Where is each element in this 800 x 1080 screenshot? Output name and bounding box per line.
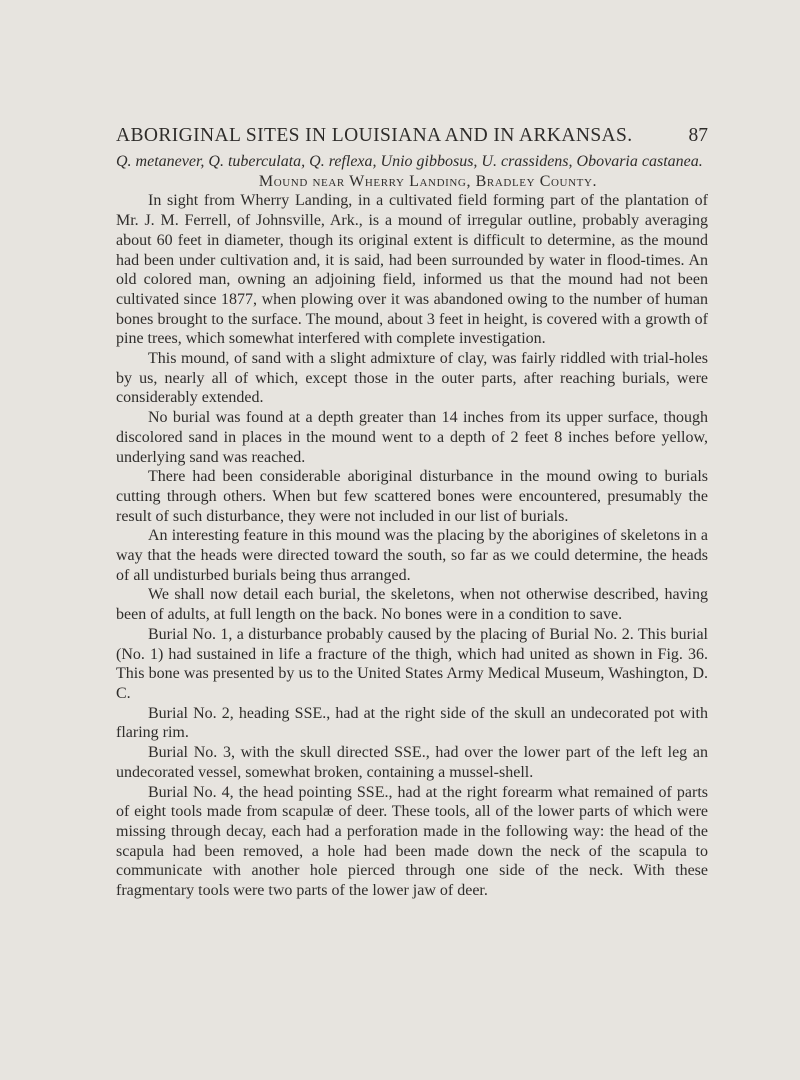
paragraph: We shall now detail each burial, the skeletons, when not otherwise described, having been of adults, at full length on the back. No bones were in a condition to save. bbox=[116, 586, 708, 624]
paragraph: This mound, of sand with a slight admixture of clay, was fairly riddled with trial-holes by us, nearly all of which, except those in the outer parts, after reaching burials, were considerably extended. bbox=[116, 350, 708, 407]
running-title: ABORIGINAL SITES IN LOUISIANA AND IN ARKANSAS. bbox=[116, 125, 633, 146]
body-text bbox=[116, 152, 708, 901]
species-list: Q. metanever, Q. tuberculata, Q. reflexa, Unio gibbosus, U. crassidens, Obovaria castanea. bbox=[116, 153, 703, 170]
page-number: 87 bbox=[688, 125, 708, 146]
paragraph: An interesting feature in this mound was the placing by the aborigines of skeletons in a way that the heads were directed toward the south, so far as we could determine, the heads of all undisturbed burials being thus arranged. bbox=[116, 527, 708, 584]
paragraph: Burial No. 4, the head pointing SSE., had at the right forearm what remained of parts of eight tools made from scapulæ of deer. These tools, all of the lower parts of which were missing through decay, each had a perforation made in the following way: the head of the scapula had been removed, a hole had been made down the neck of the scapula to communicate with another hole pierced through one side of the neck. With these fragmentary tools were two parts of the lower jaw of deer. bbox=[116, 783, 708, 900]
paragraph: No burial was found at a depth greater than 14 inches from its upper surface, though discolored sand in places in the mound went to a depth of 2 feet 8 inches before yellow, underlying sand was reached. bbox=[116, 409, 708, 466]
paragraph: There had been considerable aboriginal disturbance in the mound owing to burials cutting through others. When but few scattered bones were encountered, presumably the result of such disturbance, they were not included in our list of burials. bbox=[116, 468, 708, 525]
running-header bbox=[116, 125, 708, 147]
paragraph: Burial No. 3, with the skull directed SSE., had over the lower part of the left leg an undecorated vessel, somewhat broken, containing a mussel-shell. bbox=[116, 744, 708, 781]
paragraph: In sight from Wherry Landing, in a cultivated field forming part of the plantation of Mr. J. M. Ferrell, of Johnsville, Ark., is a mound of irregular outline, probably averaging about 60 feet in diameter, though its original extent is difficult to determine, as the mound had been under cultivation and, it is said, had been surrounded by water in flood-times. An old colored man, owning an adjoining field, informed us that the mound had not been cultivated since 1877, when plowing over it was abandoned owing to the number of human bones brought to the surface. The mound, about 3 feet in height, is covered with a growth of pine trees, which somewhat interfered with complete investigation. bbox=[116, 192, 708, 348]
paragraph: Burial No. 2, heading SSE., had at the right side of the skull an undecorated pot with flaring rim. bbox=[116, 704, 708, 742]
paragraph: Burial No. 1, a disturbance probably caused by the placing of Burial No. 2. This burial (No. 1) had sustained in life a fracture of the thigh, which had united as shown in Fig. 36. This bone was presented by us to the United States Army Medical Museum, Washington, D. C. bbox=[116, 625, 708, 702]
section-heading: Mound near Wherry Landing, Bradley County. bbox=[258, 172, 598, 190]
